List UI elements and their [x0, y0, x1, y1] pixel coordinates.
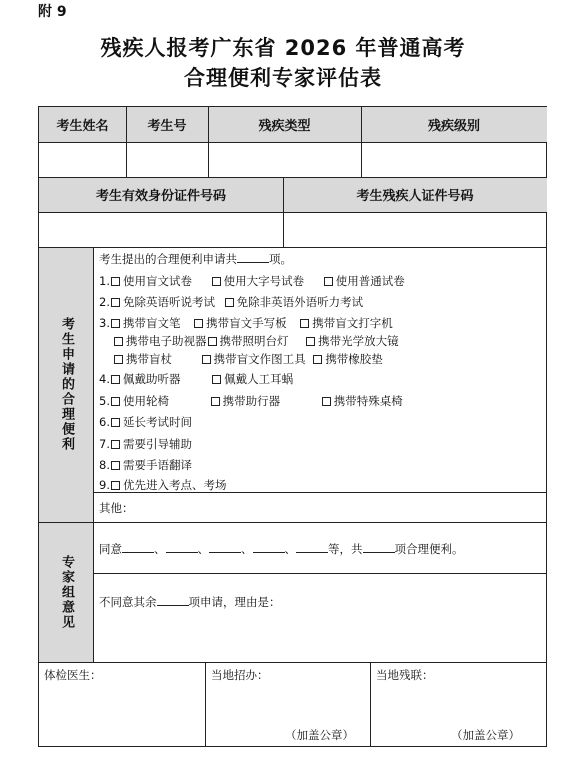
disabled-fed-seal-note: （加盖公章） [451, 728, 520, 742]
apply-count-blank[interactable] [237, 251, 269, 263]
checkbox[interactable] [313, 355, 322, 364]
option-label: 携带特殊桌椅 [333, 394, 403, 408]
option-label: 免除英语听说考试 [122, 295, 215, 309]
checkbox[interactable] [322, 397, 331, 406]
checkbox[interactable] [212, 277, 221, 286]
checkbox[interactable] [300, 319, 309, 328]
agree-blank-4[interactable] [253, 541, 285, 553]
option-label: 优先进入考点、考场 [122, 478, 227, 492]
disability-type-field[interactable] [208, 142, 361, 177]
disability-level-field[interactable] [361, 142, 547, 177]
option-label: 延长考试时间 [122, 415, 192, 429]
option-label: 使用大字号试卷 [223, 274, 305, 288]
separator: 、 [197, 542, 209, 556]
evaluation-form [38, 106, 547, 747]
list-item [99, 294, 363, 310]
list-item [99, 315, 393, 331]
disagree-count-blank[interactable] [157, 594, 189, 606]
checkbox[interactable] [212, 375, 221, 384]
agree-mid: 等，共 [328, 542, 363, 556]
checkbox[interactable] [114, 337, 123, 346]
section-apply-label-text: 考生申请的合理便利 [59, 317, 74, 452]
list-item [113, 351, 383, 367]
agree-count-blank[interactable] [363, 541, 395, 553]
item-number: 1. [99, 274, 110, 288]
checkbox[interactable] [211, 397, 220, 406]
separator: 、 [284, 542, 296, 556]
option-label: 携带盲文打字机 [312, 316, 393, 330]
checkbox[interactable] [111, 481, 120, 490]
option-label: 使用盲文试卷 [122, 274, 192, 288]
checkbox[interactable] [114, 355, 123, 364]
admissions-signature-label: 当地招办： [211, 668, 269, 682]
checkbox[interactable] [225, 298, 234, 307]
item-number: 9. [99, 478, 110, 492]
checkbox[interactable] [208, 337, 217, 346]
checkbox[interactable] [202, 355, 211, 364]
item-number: 3. [99, 316, 110, 330]
header-id-no: 考生有效身份证件号码 [39, 177, 283, 212]
header-disability-level: 残疾级别 [361, 107, 547, 142]
id-no-field[interactable] [39, 212, 283, 247]
option-label: 携带盲文笔 [122, 316, 181, 330]
option-label: 需要引导辅助 [122, 437, 192, 451]
list-item [99, 457, 192, 473]
option-label: 佩戴助听器 [122, 372, 181, 386]
agree-blank-3[interactable] [209, 541, 241, 553]
agree-prefix: 同意 [99, 542, 122, 556]
list-item [113, 333, 399, 349]
option-label: 携带电子助视器 [126, 334, 207, 348]
agree-blank-1[interactable] [122, 541, 154, 553]
option-label: 携带助行器 [222, 394, 281, 408]
header-exam-no: 考生号 [126, 107, 208, 142]
other-label: 其他： [99, 501, 134, 515]
option-label: 携带盲文手写板 [206, 316, 287, 330]
list-item [99, 273, 405, 289]
list-item [99, 371, 293, 387]
checkbox[interactable] [111, 440, 120, 449]
disability-cert-no-field[interactable] [283, 212, 547, 247]
checkbox[interactable] [111, 298, 120, 307]
disagree-suffix: 项申请，理由是： [188, 595, 281, 609]
admissions-seal-note: （加盖公章） [285, 728, 354, 742]
header-disability-type: 残疾类型 [208, 107, 361, 142]
option-label: 免除非英语外语听力考试 [236, 295, 364, 309]
doctor-signature-label: 体检医生： [44, 668, 102, 682]
agree-suffix: 项合理便利。 [394, 542, 464, 556]
expert-agree-line [99, 541, 464, 557]
item-number: 8. [99, 458, 110, 472]
option-label: 携带盲文作图工具 [213, 352, 306, 366]
checkbox[interactable] [111, 277, 120, 286]
checkbox[interactable] [111, 319, 120, 328]
list-item [99, 477, 226, 493]
attachment-number: 附 9 [38, 4, 67, 20]
header-name: 考生姓名 [39, 107, 126, 142]
agree-blank-5[interactable] [296, 541, 328, 553]
option-label: 携带橡胶垫 [325, 352, 383, 366]
item-number: 4. [99, 372, 110, 386]
item-number: 6. [99, 415, 110, 429]
disagree-prefix: 不同意其余 [99, 595, 157, 609]
item-number: 5. [99, 394, 110, 408]
section-apply-label [39, 247, 93, 522]
option-label: 需要手语翻译 [122, 458, 192, 472]
checkbox[interactable] [324, 277, 333, 286]
expert-disagree-line [99, 594, 281, 610]
option-label: 佩戴人工耳蜗 [224, 372, 294, 386]
option-label: 使用轮椅 [122, 394, 169, 408]
item-number: 2. [99, 295, 110, 309]
item-number: 7. [99, 437, 110, 451]
list-item [99, 414, 192, 430]
list-item [99, 393, 403, 409]
separator: 、 [241, 542, 253, 556]
checkbox[interactable] [111, 461, 120, 470]
apply-intro [99, 251, 292, 267]
checkbox[interactable] [194, 319, 203, 328]
option-label: 携带盲杖 [126, 352, 172, 366]
apply-intro-prefix: 考生提出的合理便利申请共 [99, 252, 237, 266]
name-field[interactable] [39, 142, 126, 177]
exam-no-field[interactable] [126, 142, 208, 177]
checkbox[interactable] [111, 418, 120, 427]
option-label: 携带光学放大镜 [318, 334, 399, 348]
option-label: 使用普通试卷 [335, 274, 405, 288]
form-title-line2: 合理便利专家评估表 [184, 66, 382, 90]
checkbox[interactable] [111, 375, 120, 384]
disabled-fed-signature-label: 当地残联： [376, 668, 434, 682]
section-expert-label-text: 专家组意见 [59, 554, 74, 630]
header-disability-cert-no: 考生残疾人证件号码 [283, 177, 547, 212]
agree-blank-2[interactable] [166, 541, 198, 553]
separator: 、 [154, 542, 166, 556]
form-title-line1: 残疾人报考广东省 2026 年普通高考 [100, 36, 466, 60]
option-label: 携带照明台灯 [219, 334, 289, 348]
checkbox[interactable] [306, 337, 315, 346]
checkbox[interactable] [111, 397, 120, 406]
apply-intro-suffix: 项。 [269, 252, 292, 266]
list-item [99, 436, 192, 452]
section-expert-label [39, 522, 93, 662]
